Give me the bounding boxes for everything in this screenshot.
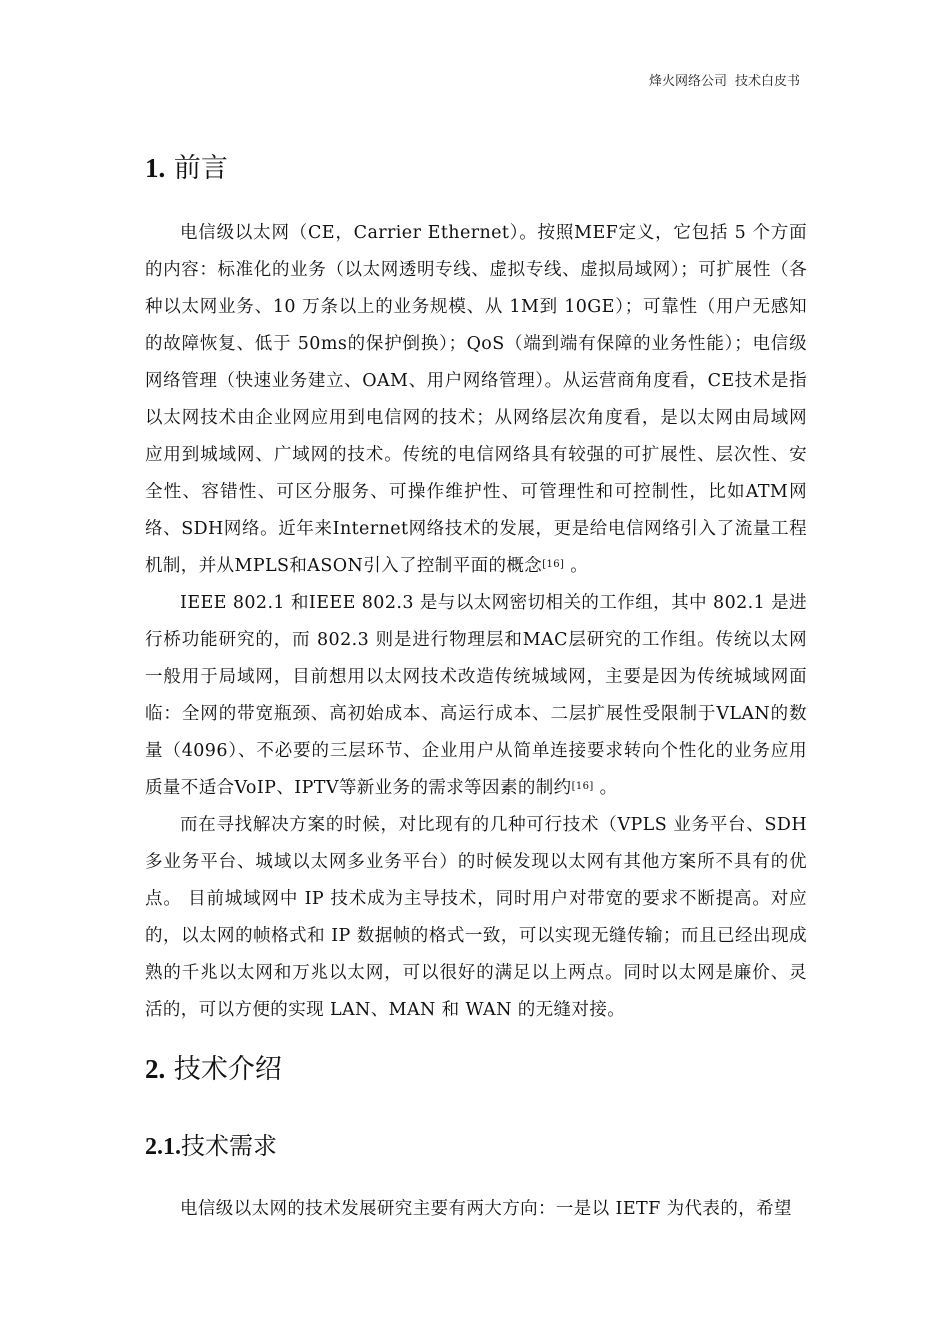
citation-ref: [16]	[542, 559, 565, 570]
paragraph-1-tail: 。	[564, 556, 589, 576]
header-company: 烽火网络公司	[648, 74, 727, 89]
paragraph-1-text: 电信级以太网（CE，Carrier Ethernet）。按照MEF定义，它包括 5 个方面的内容：标准化的业务（以太网透明专线、虚拟专线、虚拟局域网）；可扩展性（各种以太网业务、10 万条以上的业务规模、从 1M到 10GE）；可靠性（用户无感知的故障恢复、低于 50ms的保护倒换）；QoS（端到端有保障的业务性能）；电信级网络管理（快速业务建立、OAM、用户网络管理）。从运营商角度看，CE技术是指以太网技术由企业网应用到电信网的技术；从网络层次角度看，是以太网由局域网应用到城域网、广域网的技术。传统的电信网络具有较强的可扩展性、层次性、安全性、容错性、可区分服务、可操作维护性、可管理性和可控制性，比如ATM网络、SDH网络。近年来Internet网络技术的发展，更是给电信网络引入了流量工程机制，并从MPLS和ASON引入了控制平面的概念	[145, 223, 807, 576]
paragraph-3	[145, 807, 807, 1029]
paragraph-2-tail: 。	[593, 778, 618, 798]
paragraph-1	[145, 215, 807, 585]
section-2-number: 2.	[145, 1054, 166, 1084]
page-header	[649, 70, 800, 89]
section-2-1-title: 技术需求	[181, 1132, 277, 1160]
paragraph-2	[145, 585, 807, 807]
paragraph-3-text: 而在寻找解决方案的时候，对比现有的几种可行技术（VPLS 业务平台、SDH 多业务平台、城域以太网多业务平台）的时候发现以太网有其他方案所不具有的优点。 目前城域网中 IP 技术成为主导技术，同时用户对带宽的要求不断提高。对应的，以太网的帧格式和 IP 数据帧的格式一致，可以实现无缝传输；而且已经出现成熟的千兆以太网和万兆以太网，可以很好的满足以上两点。同时以太网是廉价、灵活的，可以方便的实现 LAN、MAN 和 WAN 的无缝对接。	[145, 815, 807, 1020]
section-1-title: 前言	[173, 153, 228, 184]
section-2-1-number: 2.1.	[145, 1134, 181, 1160]
header-doc-type: 技术白皮书	[734, 74, 800, 89]
section-2-1-heading	[145, 1128, 807, 1165]
citation-ref: [16]	[571, 781, 594, 792]
section-2-heading	[145, 1049, 807, 1090]
section-1-number: 1.	[145, 153, 166, 183]
paragraph-4: 电信级以太网的技术发展研究主要有两大方向：一是以 IETF 为代表的，希望	[180, 1199, 792, 1219]
section-1-heading	[145, 148, 807, 189]
paragraph-2-text: IEEE 802.1 和IEEE 802.3 是与以太网密切相关的工作组，其中 802.1 是进行桥功能研究的，而 802.3 则是进行物理层和MAC层研究的工作组。传统以太网一般用于局域网，目前想用以太网技术改造传统城域网，主要是因为传统城域网面临：全网的带宽瓶颈、高初始成本、高运行成本、二层扩展性受限制于VLAN的数量（4096）、不必要的三层环节、企业用户从简单连接要求转向个性化的业务应用质量不适合VoIP、IPTV等新业务的需求等因素的制约	[145, 593, 807, 798]
document-body	[145, 148, 807, 1228]
section-2-title: 技术介绍	[173, 1054, 282, 1085]
